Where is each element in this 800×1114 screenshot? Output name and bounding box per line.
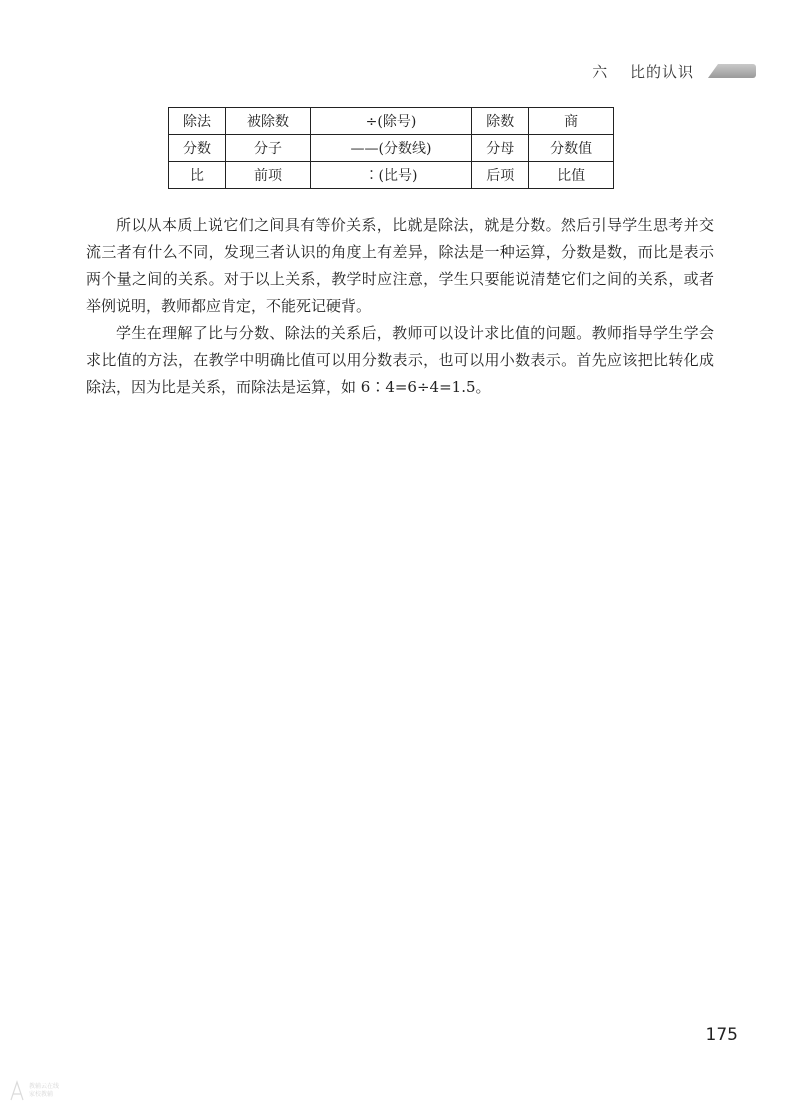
table-cell: 比	[169, 162, 226, 189]
watermark	[8, 1080, 59, 1102]
table-row	[169, 162, 614, 189]
table-cell: 后项	[472, 162, 529, 189]
paragraph: 学生在理解了比与分数、除法的关系后，教师可以设计求比值的问题。教师指导学生学会求比值的方法，在教学中明确比值可以用分数表示，也可以用小数表示。首先应该把比转化成除法，因为比是关系，而除法是运算，如 6∶4=6÷4=1.5。	[86, 324, 714, 396]
table-cell: ——(分数线)	[310, 135, 471, 162]
table-row	[169, 135, 614, 162]
table-cell: 分数	[169, 135, 226, 162]
chapter-heading	[592, 61, 694, 82]
running-header	[592, 58, 756, 84]
table-cell: 除数	[472, 108, 529, 135]
table-cell: 被除数	[226, 108, 311, 135]
table-row	[169, 108, 614, 135]
table-cell: 分母	[472, 135, 529, 162]
table-cell: ÷(除号)	[310, 108, 471, 135]
table-cell: 前项	[226, 162, 311, 189]
chapter-title: 比的认识	[629, 62, 694, 81]
watermark-text: 教辅云在线 家校教辅	[29, 1083, 60, 1098]
table-cell: 比值	[529, 162, 614, 189]
watermark-logo-icon	[8, 1080, 26, 1102]
table-cell: ∶(比号)	[310, 162, 471, 189]
table-cell: 分数值	[529, 135, 614, 162]
header-tab-decoration	[708, 64, 756, 78]
chapter-number: 六	[592, 62, 609, 81]
paragraph: 所以从本质上说它们之间具有等价关系，比就是除法，就是分数。然后引导学生思考并交流三者有什么不同，发现三者认识的角度上有差异，除法是一种运算，分数是数，而比是表示两个量之间的关系。对于以上关系，教学时应注意，学生只要能说清楚它们之间的关系，或者举例说明，教师都应肯定，不能死记硬背。	[86, 216, 714, 315]
table-cell: 除法	[169, 108, 226, 135]
comparison-table	[168, 107, 614, 189]
table-cell: 分子	[226, 135, 311, 162]
body-text	[86, 212, 714, 401]
page-number: 175	[705, 1025, 738, 1045]
table-cell: 商	[529, 108, 614, 135]
